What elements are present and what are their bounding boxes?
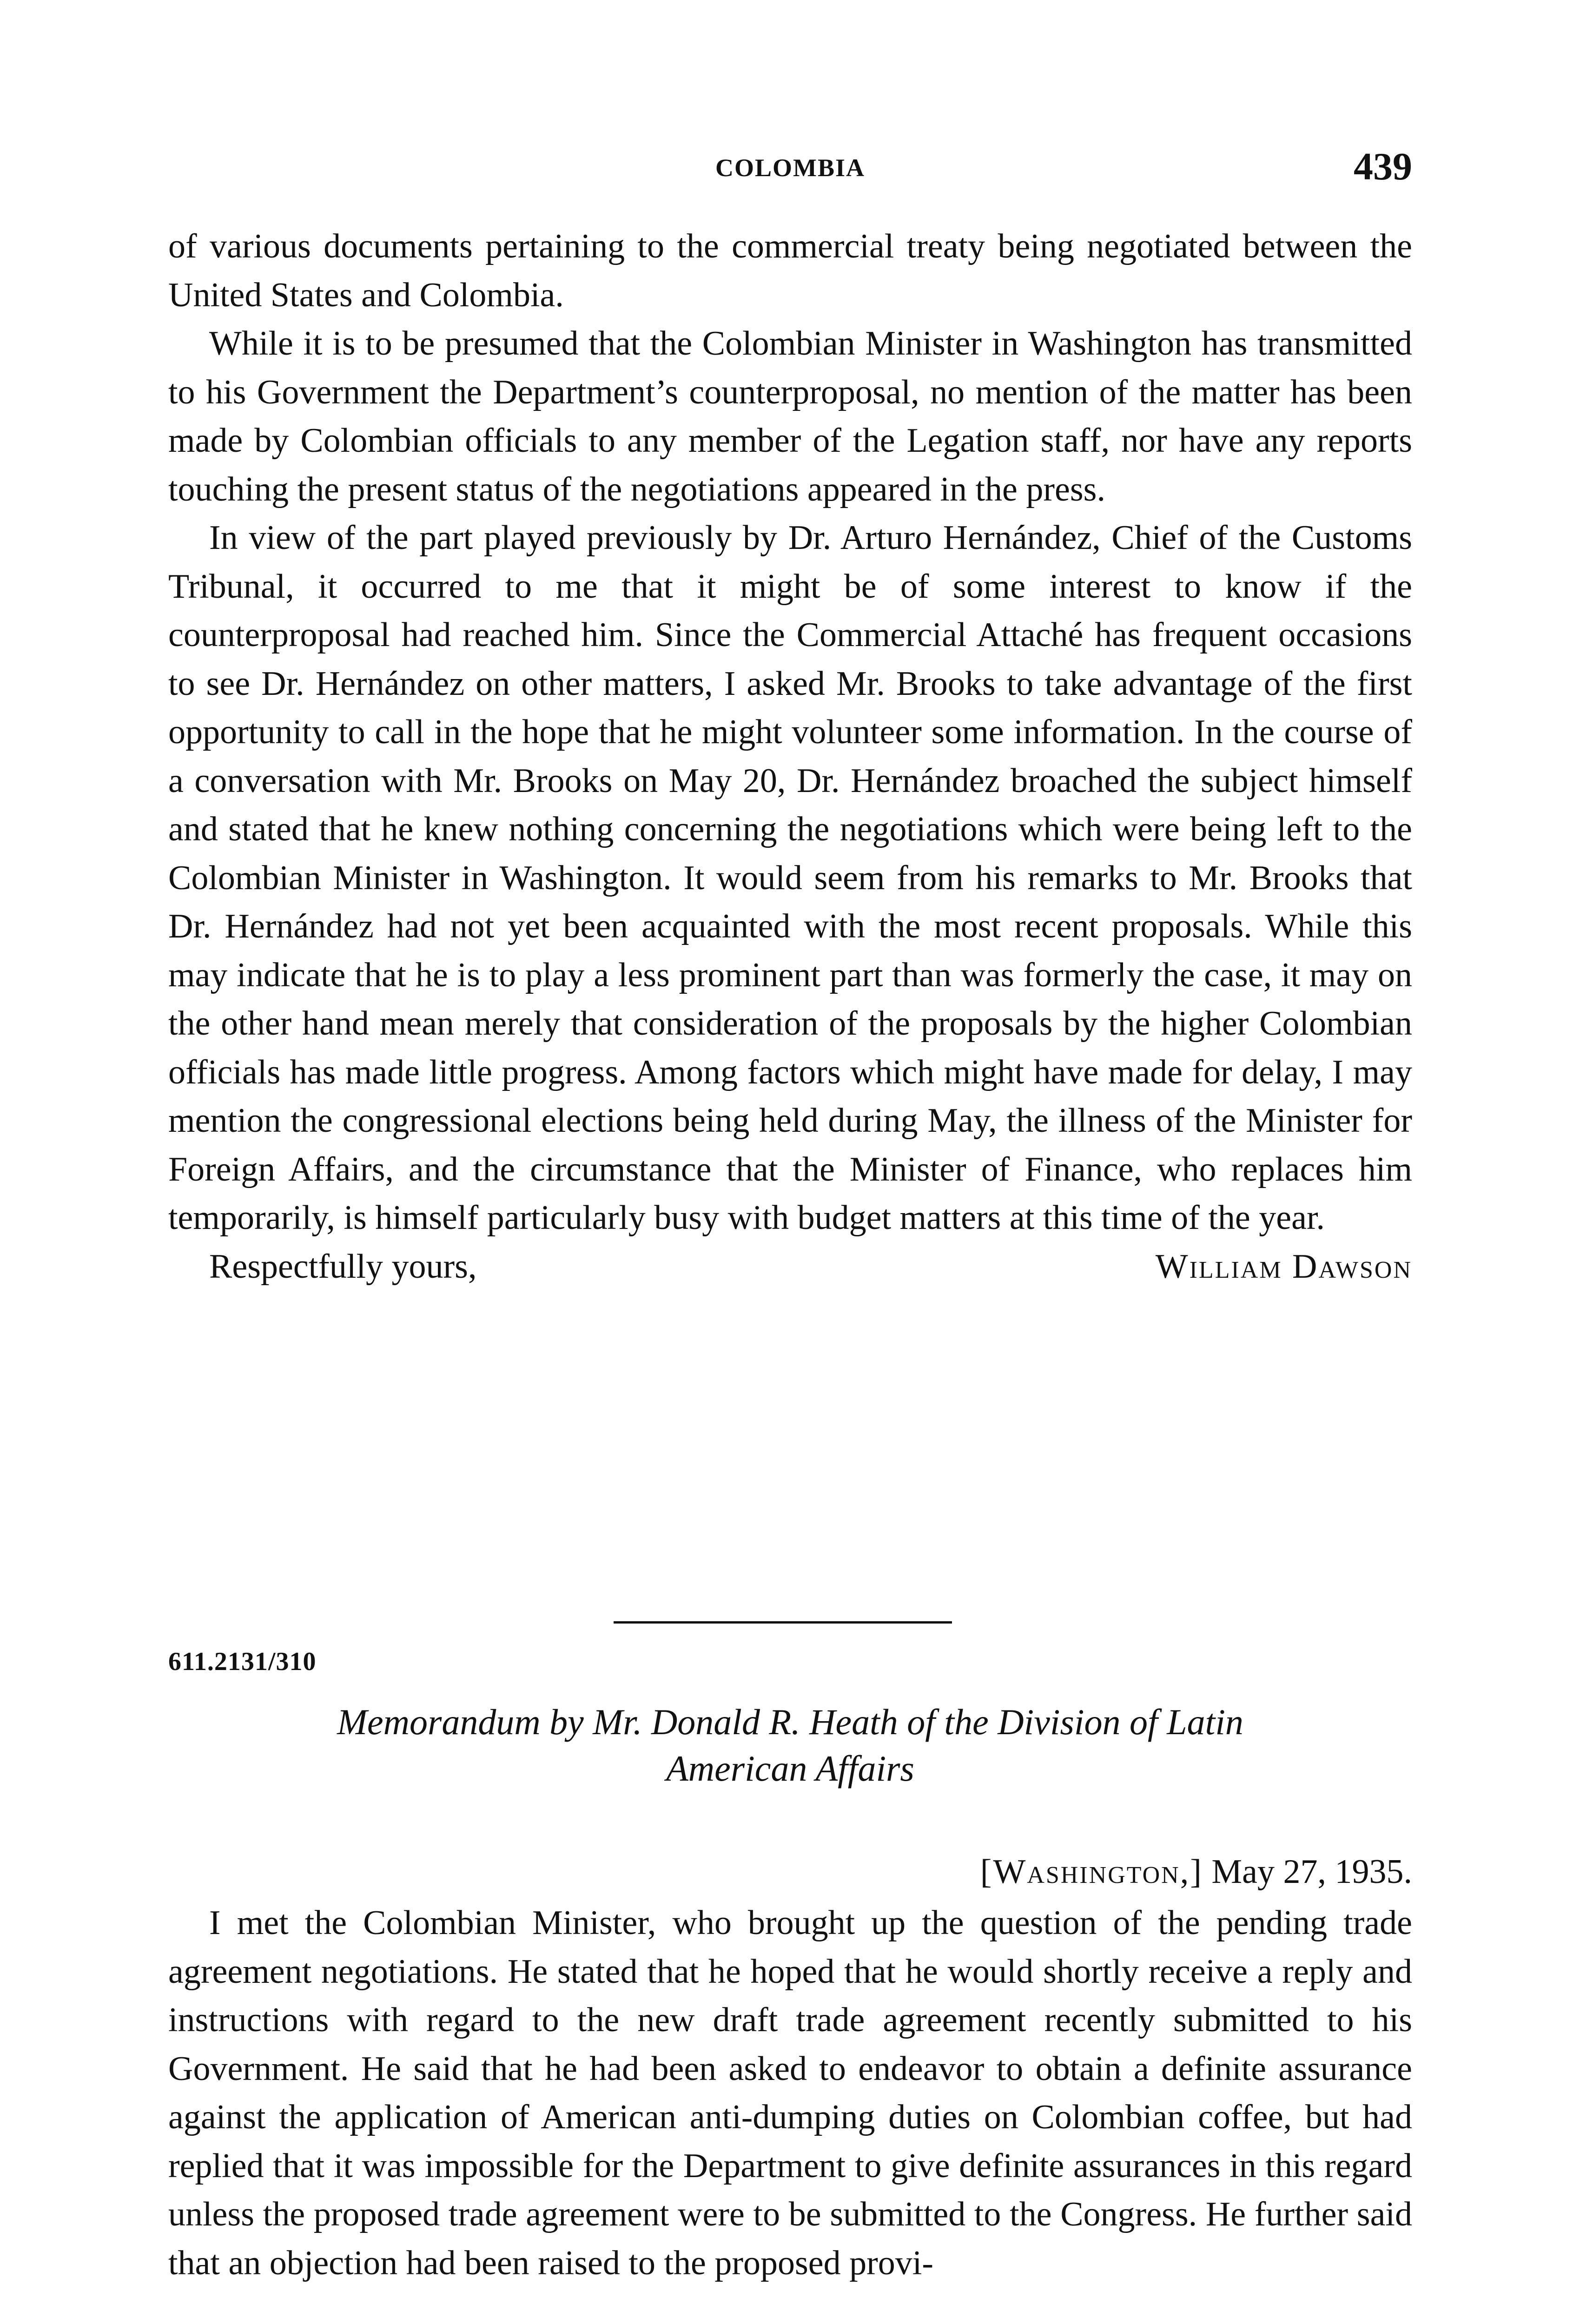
page-header (168, 144, 1412, 186)
memo-title (168, 1699, 1412, 1792)
letter-signature: William Dawson (1155, 1247, 1412, 1286)
document-page (168, 0, 1412, 2324)
memo-title-line-2: American Affairs (666, 1748, 914, 1789)
letter-body (168, 222, 1412, 1291)
page-number: 439 (1354, 145, 1412, 188)
memo-dateline (980, 1852, 1412, 1892)
memo-body (168, 1899, 1412, 2287)
letter-closing: Respectfully yours, (209, 1247, 477, 1286)
memo-paragraph: I met the Colombian Minister, who brought up the question of the pending trade agreement negotiations. He stated that he hoped that he would shortly receive a reply and instructions with regard to the new draft trade agreement recently submitted to his Government. He said that he had been asked to endeavor to obtain a definite assurance against the application of American anti-dumping duties on Colombian coffee, but had replied that it was impossible for the Department to give definite assurances in this regard unless the proposed trade agreement were to be submitted to the Congress. He further said that an objection had been raised to the proposed provi- (168, 1904, 1412, 2282)
running-head: COLOMBIA (715, 154, 866, 182)
letter-paragraph-3: In view of the part played previously by Dr. Arturo Hernández, Chief of the Customs Tribunal, it occurred to me that it might be of some interest to know if the counterproposal had reached him. Since the Commercial Attaché has frequent occasions to see Dr. Hernández on other matters, I asked Mr. Brooks to take advantage of the first opportunity to call in the hope that he might volunteer some information. In the course of a conversation with Mr. Brooks on May 20, Dr. Hernández broached the subject himself and stated that he knew nothing concerning the negotiations which were being left to the Colombian Minister in Washington. It would seem from his remarks to Mr. Brooks that Dr. Hernández had not yet been acquainted with the most recent proposals. While this may indicate that he is to play a less prominent part than was formerly the case, it may on the other hand mean merely that consideration of the proposals by the higher Colombian officials has made little progress. Among factors which might have made for delay, I may mention the congressional elections being held during May, the illness of the Minister for Foreign Affairs, and the circumstance that the Minister of Finance, who replaces him temporarily, is himself particularly busy with budget matters at this time of the year. (168, 519, 1412, 1237)
memo-dateline-place: [Washington,] (980, 1853, 1203, 1891)
letter-paragraph-1: of various documents pertaining to the commercial treaty being negotiated between the United States and Colombia. (168, 227, 1412, 314)
memo-dateline-date: May 27, 1935. (1211, 1853, 1412, 1891)
memo-title-line-1: Memorandum by Mr. Donald R. Heath of the Division of Latin (337, 1702, 1243, 1742)
closing-line (168, 1242, 1412, 1291)
section-divider (614, 1621, 952, 1624)
letter-paragraph-2: While it is to be presumed that the Colombian Minister in Washington has transmitted to his Government the Department’s counterproposal, no mention of the matter has been made by Colombian officials to any member of the Legation staff, nor have any reports touching the present status of the negotiations appeared in the press. (168, 324, 1412, 508)
file-number: 611.2131/310 (168, 1647, 317, 1676)
